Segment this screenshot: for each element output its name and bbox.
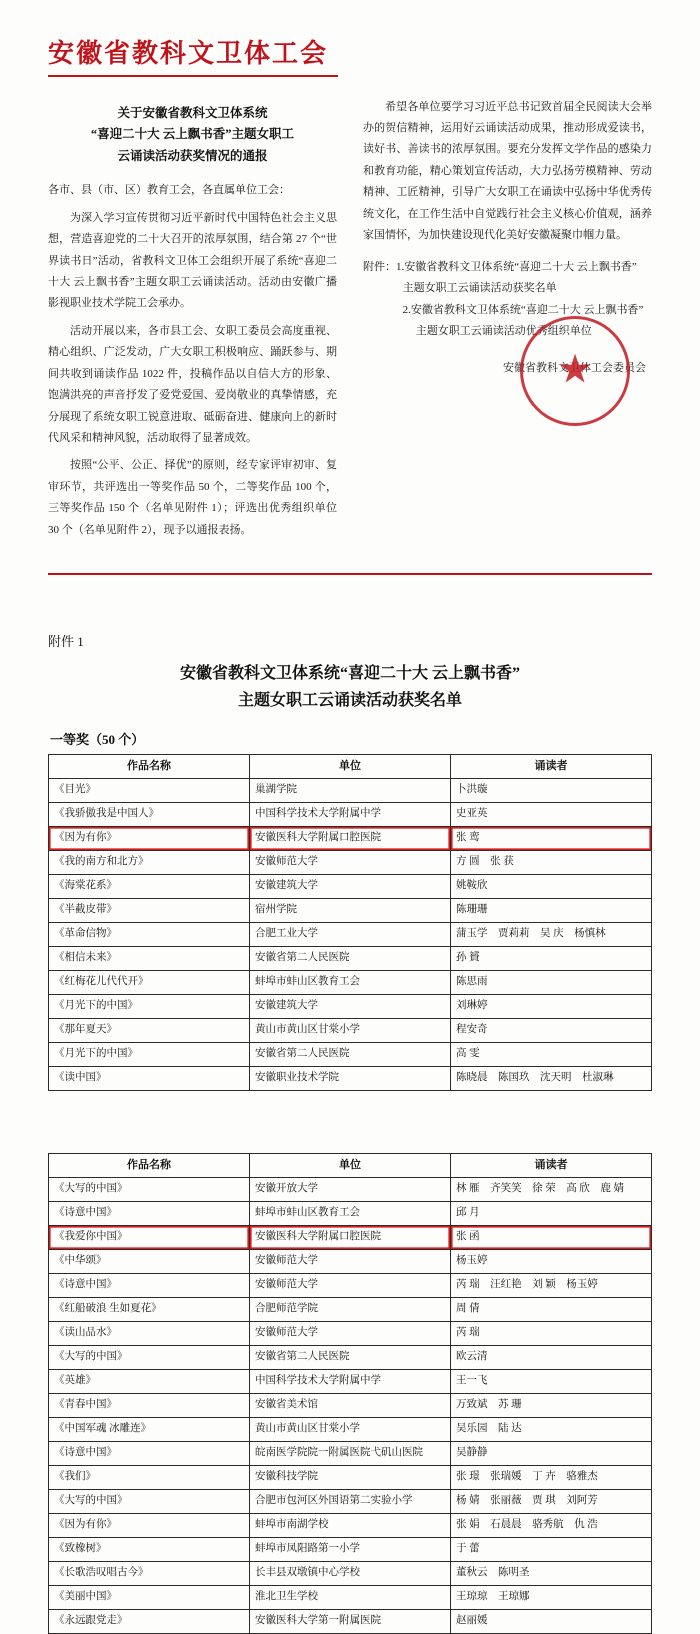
table-row [49, 1585, 652, 1609]
table-row [49, 1441, 652, 1465]
attachment-title-line-1: 安徽省教科文卫体系统“喜迎二十大 云上飘书香” [179, 665, 520, 683]
cell-readers: 刘琳婷 [451, 994, 652, 1018]
table-row [49, 994, 652, 1018]
cell-readers: 卜洪璇 [451, 778, 652, 802]
table-row [49, 778, 652, 802]
table-row [49, 970, 652, 994]
cell-work: 《月光下的中国》 [49, 994, 250, 1018]
cell-readers: 高 雯 [451, 1042, 652, 1066]
table-row [49, 1513, 652, 1537]
table-row [49, 1225, 652, 1249]
cell-readers: 邱 月 [451, 1201, 652, 1225]
cell-unit: 黄山市黄山区甘棠小学 [250, 1417, 451, 1441]
cell-readers: 陈思雨 [451, 970, 652, 994]
cell-work: 《海棠花系》 [49, 874, 250, 898]
attachment-line-1: 附件：1.安徽省教科文卫体系统“喜迎二十大 云上飘书香” [363, 260, 637, 273]
cell-readers: 董秋云 陈明圣 [451, 1561, 652, 1585]
cell-work: 《中国军魂 冰雕连》 [49, 1417, 250, 1441]
table-row [49, 1369, 652, 1393]
cell-work: 《因为有你》 [49, 826, 250, 850]
attachment-title [48, 660, 652, 714]
notice-salutation: 各市、县（市、区）教育工会，各直属单位工会： [48, 184, 290, 197]
column-header-readers: 诵读者 [451, 754, 652, 778]
cell-work: 《月光下的中国》 [49, 1042, 250, 1066]
column-header-unit: 单位 [250, 754, 451, 778]
cell-readers: 杨玉婷 [451, 1249, 652, 1273]
cell-work: 《大写的中国》 [49, 1345, 250, 1369]
cell-unit: 安徽建筑大学 [250, 874, 451, 898]
cell-unit: 安徽开放大学 [250, 1177, 451, 1201]
masthead-rule [48, 75, 338, 77]
table-row [49, 1609, 652, 1633]
cell-readers: 芮 瑞 [451, 1321, 652, 1345]
cell-work: 《我骄傲我是中国人》 [49, 802, 250, 826]
cell-work: 《目光》 [49, 778, 250, 802]
cell-unit: 巢湖学院 [250, 778, 451, 802]
table-row [49, 1417, 652, 1441]
cell-work: 《因为有你》 [49, 1513, 250, 1537]
table-row [49, 1249, 652, 1273]
cell-unit: 安徽省第二人民医院 [250, 946, 451, 970]
cell-work: 《读山品水》 [49, 1321, 250, 1345]
table-row [49, 1066, 652, 1090]
cell-work: 《革命信物》 [49, 922, 250, 946]
table-header-row [49, 1153, 652, 1177]
attachment-line-3: 2.安徽省教科文卫体系统“喜迎二十大 云上飘书香” [402, 303, 644, 316]
cell-unit: 中国科学技术大学附属中学 [250, 802, 451, 826]
cell-work: 《诗意中国》 [49, 1201, 250, 1225]
notice-paragraph-1: 为深入学习宣传贯彻习近平新时代中国特色社会主义思想，营造喜迎党的二十大召开的浓厚氛围，结合第 27 个“世界读书日”活动，省教科文卫体工会组织开展了系统“喜迎二十大 云上飘书香”主题女职工云诵读活动。活动由安徽广播影视职业技术学院工会承办。 [48, 211, 337, 310]
cell-unit: 安徽师范大学 [250, 1249, 451, 1273]
cell-unit: 皖南医学院院一附属医院弋矶山医院 [250, 1441, 451, 1465]
column-header-readers: 诵读者 [451, 1153, 652, 1177]
cell-readers: 张 璟 张瑞媛 丁 卉 骆雅杰 [451, 1465, 652, 1489]
attachment-label: 附件 1 [48, 634, 84, 650]
cell-work: 《中华颂》 [49, 1249, 250, 1273]
table-row [49, 1393, 652, 1417]
notice-left-column [48, 93, 337, 548]
cell-work: 《半截皮带》 [49, 898, 250, 922]
table-row [49, 1018, 652, 1042]
cell-work: 《那年夏天》 [49, 1018, 250, 1042]
cell-readers: 赵丽媛 [451, 1609, 652, 1633]
cell-readers: 陈珊珊 [451, 898, 652, 922]
cell-unit: 合肥工业大学 [250, 922, 451, 946]
cell-readers: 吴静静 [451, 1441, 652, 1465]
table-row [49, 1561, 652, 1585]
table-row [49, 1201, 652, 1225]
cell-unit: 安徽医科大学附属口腔医院 [250, 1225, 451, 1249]
cell-readers: 史亚英 [451, 802, 652, 826]
table-row [49, 1465, 652, 1489]
cell-unit: 中国科学技术大学附属中学 [250, 1369, 451, 1393]
cell-readers: 张 鸾 [451, 826, 652, 850]
notice-title-line-3: 云诵读活动获奖情况的通报 [117, 149, 268, 164]
cell-readers: 陈晓晨 陈国玖 沈天明 杜淑琳 [451, 1066, 652, 1090]
table-row [49, 922, 652, 946]
notice-document [0, 0, 700, 547]
cell-unit: 安徽科技学院 [250, 1465, 451, 1489]
table-row [49, 1345, 652, 1369]
notice-right-paragraph: 希望各单位要学习习近平总书记致首届全民阅读大会举办的贺信精神，运用好云诵读活动成果，推动形成爱读书，读好书、善读书的浓厚氛围。要充分发挥文学作品的感染力和教育功能，精心策划宣传活动，大力弘扬劳模精神、劳动精神、工匠精神，引导广大女职工在诵读中弘扬中华优秀传统文化，在工作生活中自觉践行社会主义核心价值观，涵养家国情怀，为加快建设现代化美好安徽凝聚巾帼力量。 [363, 100, 652, 242]
notice-paragraph-2: 活动开展以来，各市县工会、女职工委员会高度重视、精心组织、广泛发动，广大女职工积极响应、踊跃参与、期间共收到诵读作品 1022 件，投稿作品以自信大方的形象、饱满洪亮的声音抒发了爱党爱国、爱岗敬业的真挚情感，充分展现了系统女职工锐意进取、砥砺奋进、健康向上的新时代风采和精神风貌，活动取得了显著成效。 [48, 324, 337, 445]
attachment-title-line-2: 主题女职工云诵读活动获奖名单 [237, 692, 462, 710]
cell-readers: 方 圆 张 获 [451, 850, 652, 874]
cell-unit: 蚌埠市南湖学校 [250, 1513, 451, 1537]
cell-unit: 安徽医科大学附属口腔医院 [250, 826, 451, 850]
cell-work: 《英雄》 [49, 1369, 250, 1393]
cell-unit: 蚌埠市蚌山区教育工会 [250, 970, 451, 994]
cell-work: 《诗意中国》 [49, 1273, 250, 1297]
attachment-document [0, 575, 700, 1633]
cell-readers: 蒲玉学 贾莉莉 吴 庆 杨慎林 [451, 922, 652, 946]
cell-readers: 王琼琼 王琼娜 [451, 1585, 652, 1609]
table-gap [48, 1091, 652, 1153]
cell-work: 《美丽中国》 [49, 1585, 250, 1609]
official-seal-icon [520, 316, 630, 426]
table-row [49, 1177, 652, 1201]
cell-unit: 安徽师范大学 [250, 1273, 451, 1297]
cell-unit: 黄山市黄山区甘棠小学 [250, 1018, 451, 1042]
cell-work: 《长歌浩叹唱古今》 [49, 1561, 250, 1585]
cell-work: 《致橡树》 [49, 1537, 250, 1561]
cell-work: 《诗意中国》 [49, 1441, 250, 1465]
cell-unit: 安徽省第二人民医院 [250, 1042, 451, 1066]
cell-unit: 淮北卫生学校 [250, 1585, 451, 1609]
cell-work: 《我爱你中国》 [49, 1225, 250, 1249]
cell-unit: 蚌埠市凤阳路第一小学 [250, 1537, 451, 1561]
notice-title-line-2: “喜迎二十大 云上飘书香”主题女职工 [90, 127, 295, 142]
notice-signer: 安徽省教科文卫体工会委员会 [503, 362, 646, 375]
cell-work: 《青春中国》 [49, 1393, 250, 1417]
masthead-title: 安徽省教科文卫体工会 [48, 39, 329, 68]
notice-right-column [363, 93, 652, 548]
table-row [49, 1297, 652, 1321]
cell-unit: 合肥市包河区外国语第二实验小学 [250, 1489, 451, 1513]
notice-paragraph-3: 按照“公平、公正、择优”的原则，经专家评审初审、复审环节，共评选出一等奖作品 50 个，二等奖作品 100 个，三等奖作品 150 个（名单见附件 1）；评选出优秀组织单位 30 个（名单见附件 2），现予以通报表扬。 [48, 459, 337, 536]
cell-work: 《我们》 [49, 1465, 250, 1489]
cell-unit: 安徽师范大学 [250, 1321, 451, 1345]
cell-readers: 于 蕾 [451, 1537, 652, 1561]
table-row [49, 1321, 652, 1345]
cell-unit: 宿州学院 [250, 898, 451, 922]
cell-unit: 蚌埠市蚌山区教育工会 [250, 1201, 451, 1225]
cell-unit: 安徽医科大学第一附属医院 [250, 1609, 451, 1633]
table-row [49, 1042, 652, 1066]
table-row [49, 898, 652, 922]
cell-work: 《红梅花儿代代开》 [49, 970, 250, 994]
table-row [49, 946, 652, 970]
attachment-line-2: 主题女职工云诵读活动获奖名单 [402, 282, 557, 295]
cell-work: 《永远跟党走》 [49, 1609, 250, 1633]
cell-readers: 吴乐园 陆 达 [451, 1417, 652, 1441]
table-row [49, 826, 652, 850]
cell-readers: 张 娟 石晨晨 骆秀航 仇 浩 [451, 1513, 652, 1537]
table-row [49, 850, 652, 874]
table-row [49, 874, 652, 898]
awards-table-2 [48, 1153, 652, 1634]
cell-work: 《相信未来》 [49, 946, 250, 970]
cell-work: 《红船破浪 生如夏花》 [49, 1297, 250, 1321]
cell-work: 《大写的中国》 [49, 1177, 250, 1201]
cell-unit: 合肥师范学院 [250, 1297, 451, 1321]
cell-unit: 安徽省第二人民医院 [250, 1345, 451, 1369]
cell-readers: 欧云清 [451, 1345, 652, 1369]
table-row [49, 802, 652, 826]
cell-unit: 安徽建筑大学 [250, 994, 451, 1018]
column-header-work: 作品名称 [49, 754, 250, 778]
cell-unit: 安徽师范大学 [250, 850, 451, 874]
awards-table-1 [48, 754, 652, 1091]
notice-title [48, 103, 337, 169]
cell-readers: 王一飞 [451, 1369, 652, 1393]
table-row [49, 1537, 652, 1561]
cell-unit: 安徽职业技术学院 [250, 1066, 451, 1090]
notice-title-line-1: 关于安徽省教科文卫体系统 [117, 105, 268, 120]
table-row [49, 1273, 652, 1297]
cell-work: 《我的南方和北方》 [49, 850, 250, 874]
cell-readers: 姚鞍欣 [451, 874, 652, 898]
cell-readers: 杨 婧 张丽薇 贾 琪 刘阿芳 [451, 1489, 652, 1513]
cell-readers: 张 函 [451, 1225, 652, 1249]
attachment-line-4: 主题女职工云诵读活动优秀组织单位 [415, 324, 592, 337]
cell-readers: 程安奇 [451, 1018, 652, 1042]
table-row [49, 1489, 652, 1513]
cell-readers: 林 雁 齐笑笑 徐 荣 高 欣 鹿 婧 [451, 1177, 652, 1201]
cell-readers: 周 倩 [451, 1297, 652, 1321]
column-header-work: 作品名称 [49, 1153, 250, 1177]
cell-unit: 长丰县双墩镇中心学校 [250, 1561, 451, 1585]
cell-readers: 芮 瑞 汪红艳 刘 颖 杨玉婷 [451, 1273, 652, 1297]
prize-heading: 一等奖（50 个） [50, 731, 145, 747]
cell-work: 《读中国》 [49, 1066, 250, 1090]
cell-readers: 万致斌 苏 珊 [451, 1393, 652, 1417]
table-header-row [49, 754, 652, 778]
cell-unit: 安徽省美术馆 [250, 1393, 451, 1417]
cell-work: 《大写的中国》 [49, 1489, 250, 1513]
cell-readers: 孙 贇 [451, 946, 652, 970]
column-header-unit: 单位 [250, 1153, 451, 1177]
